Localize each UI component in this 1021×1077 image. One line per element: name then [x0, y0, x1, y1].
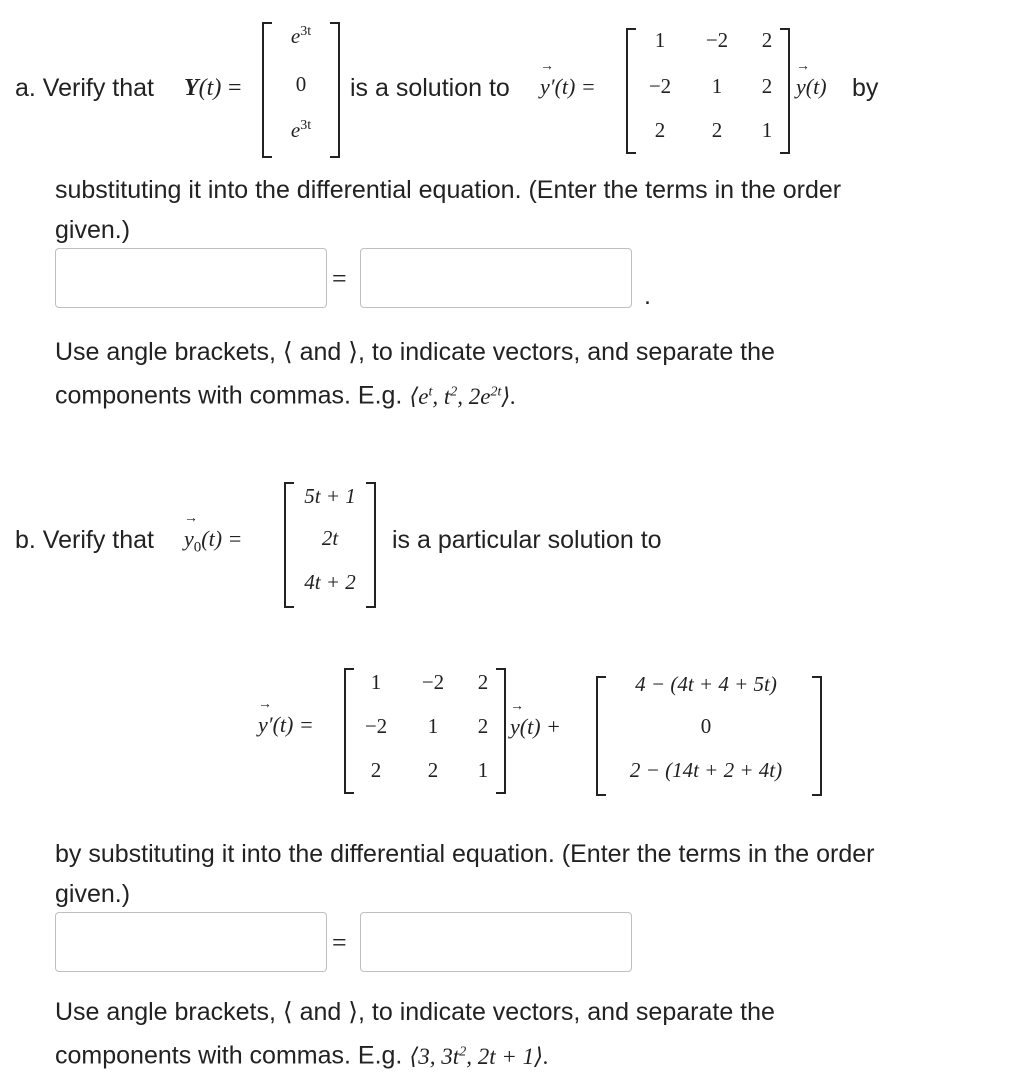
part-b-mid-text: is a particular solution to: [392, 526, 662, 554]
matrix-cell: 1: [427, 714, 439, 738]
forcing-vector-entry-2: 0: [700, 714, 712, 738]
part-a-right-answer-input[interactable]: [360, 248, 632, 308]
hint-line-2: components with commas. E.g. ⟨3, $3t^2$, 2t + 1⟩.: [55, 1041, 549, 1070]
matrix-cell: −2: [364, 714, 388, 738]
Y-vector-entry-2: 0: [295, 72, 307, 96]
hint-line-1: Use angle brackets, ⟨ and ⟩, to indicate vectors, and separate the: [55, 338, 775, 366]
forcing-right-bracket: [812, 676, 822, 796]
matrix-cell: −2: [421, 670, 445, 694]
particular-vector-entry-3: 4t + 2: [304, 570, 356, 594]
matrix-cell: 2: [761, 28, 773, 52]
matrix-cell: 2: [477, 670, 489, 694]
matrix-cell: 2: [761, 74, 773, 98]
instruction-line-1: substituting it into the differential equation. (Enter the terms in the order: [55, 176, 842, 204]
part-a-label: a. Verify that: [15, 74, 154, 102]
Y-vector-entry-3: $e^{3t}$: [290, 118, 312, 142]
particular-vector-entry-1: 5t + 1: [304, 484, 356, 508]
equals-sign: =: [332, 264, 347, 293]
y-prime-label: → y′(t) =: [540, 74, 596, 100]
part-b-left-answer-input[interactable]: [55, 912, 327, 972]
part-a-left-answer-input[interactable]: [55, 248, 327, 308]
matrix-cell: 2: [654, 118, 666, 142]
hint-line-1: Use angle brackets, ⟨ and ⟩, to indicate vectors, and separate the: [55, 998, 775, 1026]
y-prime-label: → y′(t) =: [258, 712, 314, 738]
matrix-cell: 2: [477, 714, 489, 738]
matrix-cell: 1: [711, 74, 723, 98]
part-b-label: b. Verify that: [15, 526, 154, 554]
forcing-vector-entry-3: 2 − (14t + 2 + 4t): [629, 758, 783, 782]
instruction-line-1: by substituting it into the differential equation. (Enter the terms in the order: [55, 840, 875, 868]
y0-label: → $y_0(t)$ =: [184, 526, 242, 556]
instruction-line-2: given.): [55, 880, 131, 908]
mid-text: is a solution to: [350, 74, 510, 102]
y-of-t: → y(t): [796, 74, 827, 100]
matrix-cell: 2: [427, 758, 439, 782]
matrix-left-bracket: [344, 668, 354, 794]
by-text: by: [852, 74, 879, 102]
matrix-cell: −2: [705, 28, 729, 52]
hint-line-2: components with commas. E.g. $⟨e^t$, $t^2$, $2e^{2t}⟩$.: [55, 381, 517, 410]
matrix-cell: 1: [477, 758, 489, 782]
matrix-cell: 1: [761, 118, 773, 142]
Y-vector-entry-1: $e^{3t}$: [290, 24, 312, 48]
matrix-cell: 1: [654, 28, 666, 52]
matrix-cell: −2: [648, 74, 672, 98]
equals-sign: =: [332, 928, 347, 957]
matrix-cell: 2: [370, 758, 382, 782]
matrix-cell: 1: [370, 670, 382, 694]
right-bracket: [330, 22, 340, 158]
part-b-right-answer-input[interactable]: [360, 912, 632, 972]
instruction-line-2: given.): [55, 216, 131, 244]
left-bracket: [262, 22, 272, 158]
y-of-t: → y(t) +: [510, 714, 561, 740]
period: .: [644, 282, 651, 310]
matrix-cell: 2: [711, 118, 723, 142]
matrix-left-bracket: [626, 28, 636, 154]
Y-symbol: Y(t) =: [184, 75, 242, 101]
forcing-vector-entry-1: 4 − (4t + 4 + 5t): [635, 672, 777, 696]
particular-vector-entry-2: 2t: [321, 526, 339, 550]
